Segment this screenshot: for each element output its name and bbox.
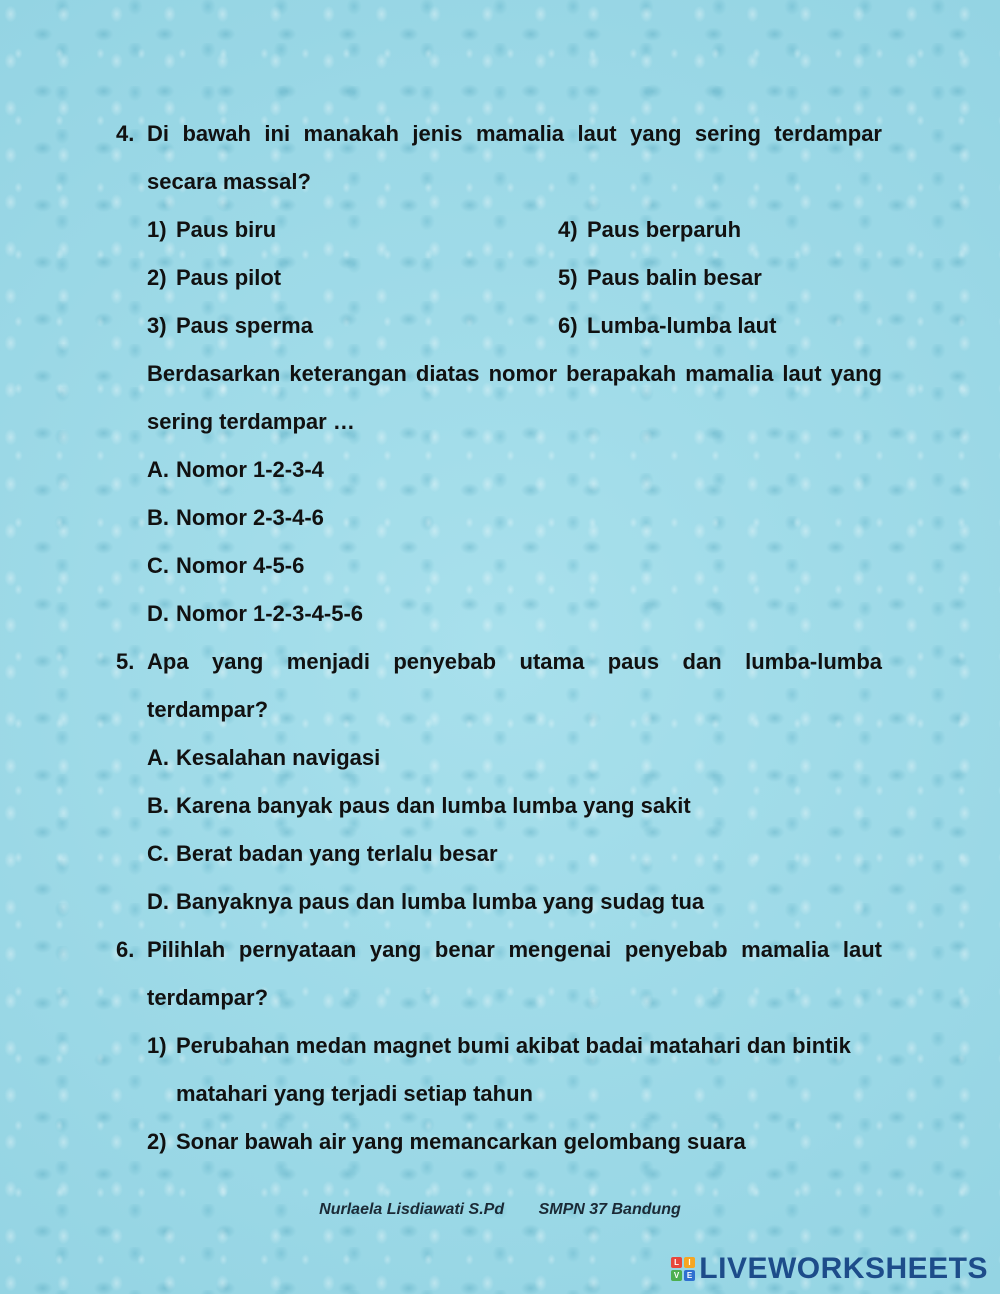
item-list <box>147 206 882 350</box>
answer-option-d[interactable]: D. Nomor 1-2-3-4-5-6 <box>147 601 364 626</box>
list-item: 1) Perubahan medan magnet bumi akibat badai matahari dan bintik matahari yang terjadi setiap tahun <box>147 1033 851 1106</box>
question-number: 4. <box>116 121 135 146</box>
logo-tile-l: L <box>671 1257 682 1268</box>
question-6 <box>116 926 882 1166</box>
question-number: 5. <box>116 649 135 674</box>
answer-option-c[interactable]: C. Nomor 4-5-6 <box>147 553 305 578</box>
brand-name: LIVEWORKSHEETS <box>699 1252 988 1285</box>
list-item: 2) Sonar bawah air yang memancarkan gelombang suara <box>147 1129 746 1154</box>
answer-option-c[interactable]: C. Berat badan yang terlalu besar <box>147 841 498 866</box>
list-item: 1) Paus biru <box>147 217 277 242</box>
logo-tile-e: E <box>684 1270 695 1281</box>
list-item: 3) Paus sperma <box>147 313 313 338</box>
question-text: Apa yang menjadi penyebab utama paus dan lumba-lumba terdampar? <box>147 649 882 722</box>
list-item: 5) Paus balin besar <box>558 265 762 290</box>
questions-area <box>116 110 882 1166</box>
list-item: 6) Lumba-lumba laut <box>558 313 777 338</box>
question-5 <box>116 638 882 926</box>
logo-tile-v: V <box>671 1270 682 1281</box>
answer-option-a[interactable]: A. Kesalahan navigasi <box>147 745 381 770</box>
question-text: Di bawah ini manakah jenis mamalia laut yang sering terdampar secara massal? <box>147 121 882 194</box>
answer-option-b[interactable]: B. Nomor 2-3-4-6 <box>147 505 324 530</box>
logo-tile-i: I <box>684 1257 695 1268</box>
answer-option-b[interactable]: B. Karena banyak paus dan lumba lumba yang sakit <box>147 793 691 818</box>
liveworksheets-logo[interactable] <box>671 1252 988 1286</box>
question-number: 6. <box>116 937 135 962</box>
answer-option-d[interactable]: D. Banyaknya paus dan lumba lumba yang sudag tua <box>147 889 705 914</box>
page-footer <box>0 1201 1000 1219</box>
footer-school: SMPN 37 Bandung <box>538 1201 681 1218</box>
list-item: 2) Paus pilot <box>147 265 282 290</box>
logo-grid-icon <box>671 1257 695 1281</box>
follow-up-text: Berdasarkan keterangan diatas nomor berapakah mamalia laut yang sering terdampar … <box>147 361 882 434</box>
question-4 <box>116 110 882 638</box>
answer-option-a[interactable]: A. Nomor 1-2-3-4 <box>147 457 324 482</box>
question-text: Pilihlah pernyataan yang benar mengenai penyebab mamalia laut terdampar? <box>147 937 882 1010</box>
list-item: 4) Paus berparuh <box>558 217 742 242</box>
footer-author: Nurlaela Lisdiawati S.Pd <box>319 1201 505 1218</box>
